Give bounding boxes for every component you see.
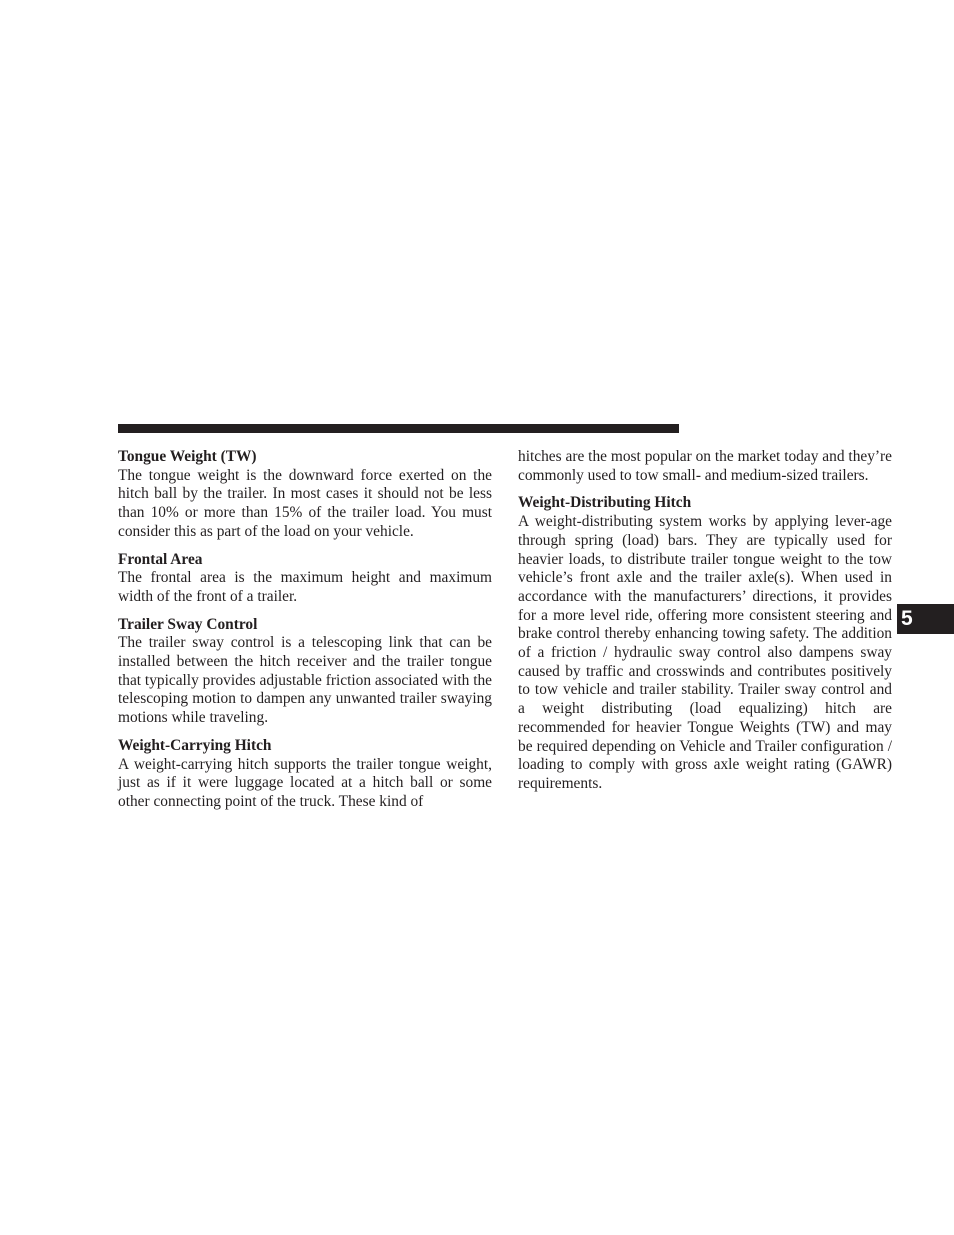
body-continuation: hitches are the most popular on the market today and they’re commonly used to tow small- and medium-sized trailers. — [518, 448, 892, 484]
body-frontal-area: The frontal area is the maximum height and maximum width of the front of a trailer. — [118, 569, 492, 605]
right-column — [518, 448, 892, 803]
section-weight-carrying-hitch — [118, 737, 492, 812]
left-column — [118, 448, 492, 821]
heading-tongue-weight: Tongue Weight (TW) — [118, 448, 257, 465]
body-weight-carrying-hitch: A weight-carrying hitch supports the trailer tongue weight, just as if it were luggage located at a hitch ball or some other connecting point of the truck. These kind of — [118, 755, 492, 810]
section-continuation — [518, 448, 892, 485]
body-tongue-weight: The tongue weight is the downward force exerted on the hitch ball by the trailer. In most cases it should not be less than 10% or more than 15% of the trailer load. You must consider this as part of the load on your vehicle. — [118, 466, 492, 540]
chapter-tab-marker: 5 — [897, 604, 954, 634]
heading-weight-carrying-hitch: Weight-Carrying Hitch — [118, 736, 272, 754]
body-weight-distributing-hitch: A weight-distributing system works by applying lever-age through spring (load) bars. They are typically used for heavier loads, to distribute trailer tongue weight to the tow vehicle’s front axle and the trailer axle(s). When used in accordance with the manufacturers’ directions, it provides for a more level ride, offering more consistent steering and brake control thereby enhancing towing safety. The addition of a friction / hydraulic sway control also dampens sway caused by traffic and crosswinds and contributes positively to tow vehicle and trailer stability. Trailer sway control and a weight distributing (load equalizing) hitch are recommended for heavier Tongue Weights (TW) and may be required depending on Vehicle and Trailer configuration / loading to comply with gross axle weight rating (GAWR) requirements. — [518, 513, 892, 792]
section-tongue-weight — [118, 448, 492, 542]
section-trailer-sway-control — [118, 616, 492, 728]
heading-trailer-sway-control: Trailer Sway Control — [118, 615, 258, 633]
body-trailer-sway-control: The trailer sway control is a telescoping link that can be installed between the hitch receiver and the trailer tongue that typically provides adjustable friction associated with the telescoping motion to dampen any unwanted trailer swaying motions while traveling. — [118, 634, 492, 727]
section-frontal-area — [118, 551, 492, 607]
section-divider-rule — [118, 424, 679, 433]
section-weight-distributing-hitch — [518, 494, 892, 793]
heading-frontal-area: Frontal Area — [118, 550, 203, 568]
heading-weight-distributing-hitch: Weight-Distributing Hitch — [518, 494, 692, 512]
